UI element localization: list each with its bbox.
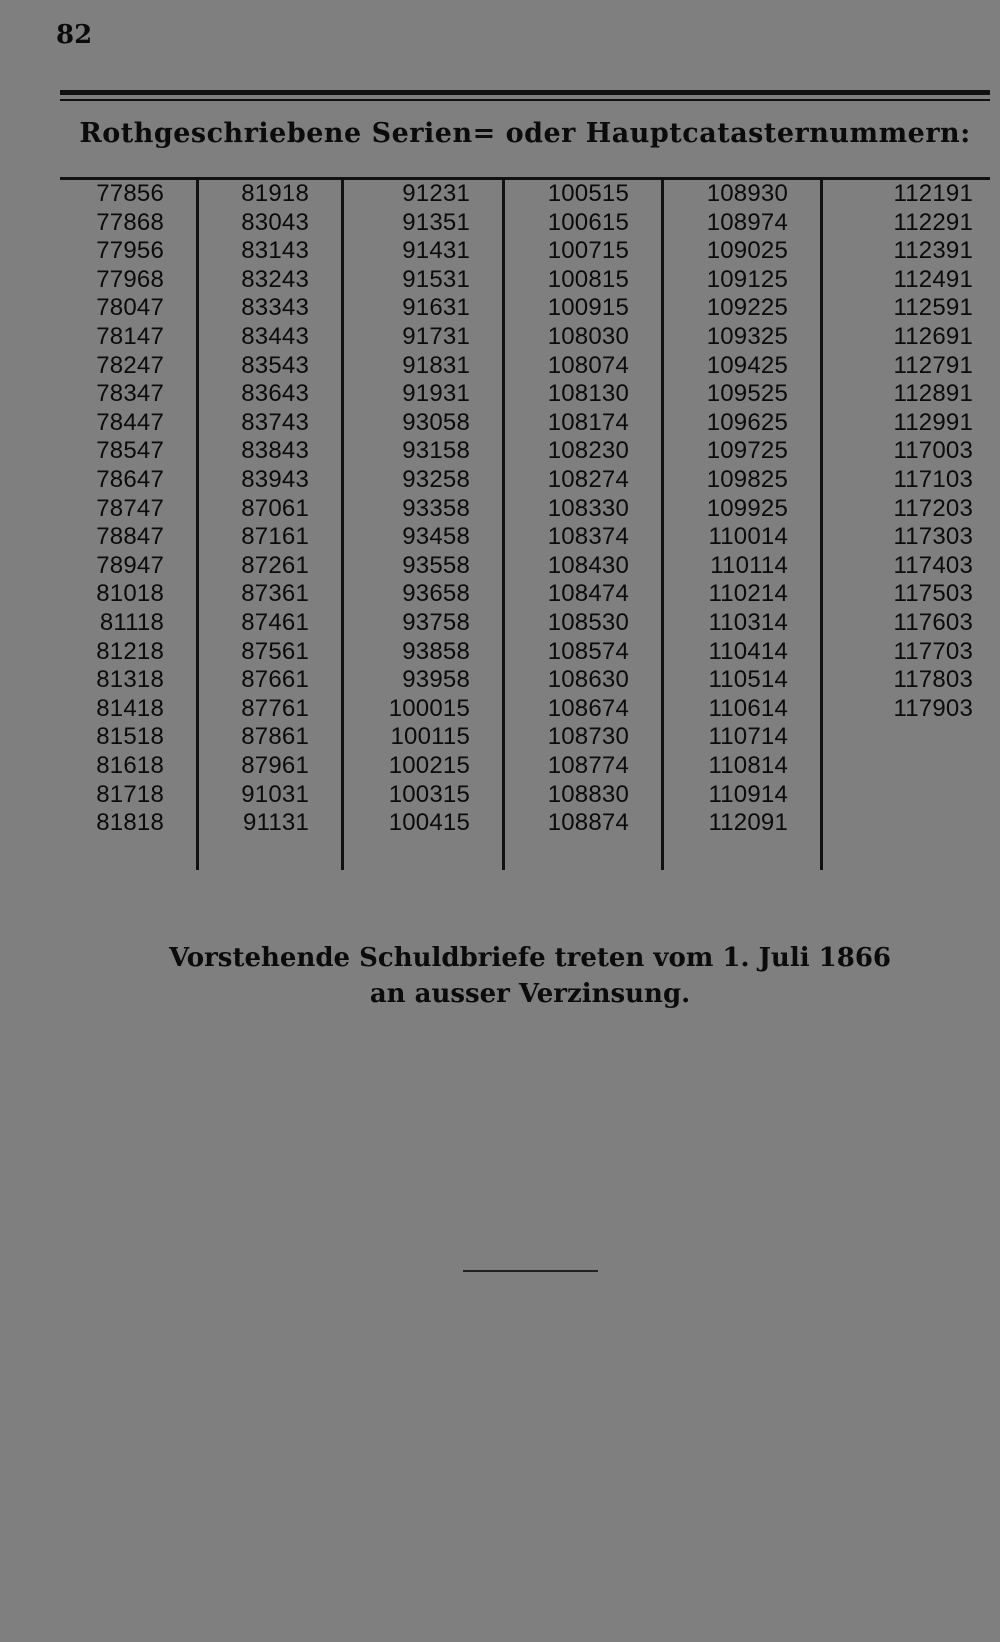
table-cell: 117403 <box>893 551 973 579</box>
table-cell: 108174 <box>547 408 629 436</box>
table-cell: 81318 <box>96 666 164 694</box>
table-cell: 83843 <box>241 437 309 465</box>
table-cell: 117803 <box>893 666 973 694</box>
table-cell: 87961 <box>241 752 309 779</box>
table-cell: 108974 <box>706 208 788 236</box>
table-cell: 91031 <box>241 780 309 808</box>
table-cell: 108430 <box>547 551 629 579</box>
table-cell: 100015 <box>388 694 470 722</box>
footer-note: Vorstehende Schuldbriefe treten vom 1. Juli 1866 an ausser Verzinsung. <box>168 943 892 1009</box>
table-cell: 117603 <box>893 609 973 636</box>
table-cell: 110714 <box>708 723 788 751</box>
table-column-3 <box>344 180 505 870</box>
table-cell: 78247 <box>96 351 164 379</box>
table-cell: 112691 <box>893 323 973 350</box>
table-cell: 108574 <box>547 637 629 665</box>
table-cell: 91131 <box>243 809 309 837</box>
table-cell: 81218 <box>96 637 164 665</box>
table-cell: 109825 <box>706 466 788 493</box>
table-cell: 77968 <box>96 265 164 293</box>
table-cell: 117103 <box>893 466 973 493</box>
table-cell: 117003 <box>893 437 973 465</box>
header-rule-thick <box>60 90 990 95</box>
table-cell: 117503 <box>893 580 973 608</box>
table-cell: 110314 <box>708 609 788 636</box>
table-cell: 108330 <box>547 494 629 522</box>
table-cell: 100815 <box>547 265 629 293</box>
table-cell: 83143 <box>241 237 309 265</box>
table-cell: 100915 <box>547 294 629 322</box>
table-cell: 100415 <box>388 809 470 837</box>
table-cell: 109125 <box>706 265 788 293</box>
table-cell: 100615 <box>547 208 629 236</box>
table-cell: 81718 <box>96 780 164 808</box>
table-column-6 <box>823 180 973 870</box>
table-cell: 81118 <box>99 609 164 636</box>
table-cell: 108630 <box>547 666 629 694</box>
table-cell: 83543 <box>241 351 309 379</box>
serial-number-table <box>60 180 990 870</box>
table-cell: 81018 <box>96 580 164 608</box>
table-cell: 81918 <box>241 180 309 207</box>
table-cell: 117703 <box>893 637 973 665</box>
table-cell: 112291 <box>893 208 973 236</box>
table-cell: 100115 <box>390 723 470 751</box>
table-cell: 91351 <box>402 208 470 236</box>
table-cell: 83943 <box>241 466 309 493</box>
table-cell: 110014 <box>708 523 788 551</box>
table-cell: 108530 <box>547 609 629 636</box>
table-cell: 108230 <box>547 437 629 465</box>
table-cell: 78547 <box>96 437 164 465</box>
table-cell: 83343 <box>241 294 309 322</box>
table-cell: 108830 <box>547 780 629 808</box>
table-cell: 83443 <box>241 323 309 350</box>
table-cell: 112191 <box>893 180 973 207</box>
table-cell: 109625 <box>706 408 788 436</box>
table-cell: 112891 <box>893 380 973 408</box>
table-heading: Rothgeschriebene Serien= oder Hauptcatasternummern: <box>79 118 971 149</box>
table-cell: 93958 <box>402 666 470 694</box>
table-cell: 112491 <box>893 265 973 293</box>
table-cell: 81818 <box>96 809 164 837</box>
table-cell: 108374 <box>547 523 629 551</box>
table-cell: 100315 <box>388 780 470 808</box>
table-cell: 108474 <box>547 580 629 608</box>
table-cell: 112391 <box>893 237 973 265</box>
table-cell: 110814 <box>708 752 788 779</box>
table-cell: 110914 <box>708 780 788 808</box>
table-column-4 <box>505 180 664 870</box>
table-cell: 117203 <box>893 494 973 522</box>
closing-rule <box>463 1270 598 1272</box>
table-cell: 83243 <box>241 265 309 293</box>
table-cell: 87661 <box>241 666 309 694</box>
table-cell: 78947 <box>96 551 164 579</box>
table-column-1 <box>60 180 199 870</box>
table-cell: 77856 <box>96 180 164 207</box>
table-cell: 83643 <box>241 380 309 408</box>
table-cell: 81518 <box>96 723 164 751</box>
table-cell: 108274 <box>547 466 629 493</box>
table-cell: 87561 <box>241 637 309 665</box>
page-number: 82 <box>56 20 93 50</box>
table-cell: 117903 <box>893 694 973 722</box>
table-cell: 108874 <box>547 809 629 837</box>
table-cell: 77868 <box>96 208 164 236</box>
table-cell: 110114 <box>710 551 788 579</box>
table-cell: 93758 <box>402 609 470 636</box>
table-cell: 83043 <box>241 208 309 236</box>
table-cell: 108730 <box>547 723 629 751</box>
table-cell: 87361 <box>241 580 309 608</box>
table-cell: 112591 <box>893 294 973 322</box>
table-column-5 <box>664 180 823 870</box>
table-cell: 93058 <box>402 408 470 436</box>
table-cell: 93658 <box>402 580 470 608</box>
table-cell: 77956 <box>96 237 164 265</box>
table-cell: 93858 <box>402 637 470 665</box>
table-cell: 91631 <box>402 294 470 322</box>
table-cell: 109025 <box>706 237 788 265</box>
table-cell: 78147 <box>96 323 164 350</box>
table-cell: 108930 <box>706 180 788 207</box>
table-cell: 110514 <box>708 666 788 694</box>
table-cell: 81418 <box>96 694 164 722</box>
header-rule-thin <box>60 99 990 101</box>
table-cell: 112091 <box>708 809 788 837</box>
table-cell: 78047 <box>96 294 164 322</box>
table-cell: 87261 <box>241 551 309 579</box>
table-column-2 <box>199 180 344 870</box>
table-cell: 87061 <box>241 494 309 522</box>
table-cell: 91731 <box>402 323 470 350</box>
table-cell: 110414 <box>708 637 788 665</box>
table-cell: 110214 <box>708 580 788 608</box>
table-cell: 100515 <box>547 180 629 207</box>
table-cell: 109925 <box>706 494 788 522</box>
table-cell: 87161 <box>241 523 309 551</box>
table-cell: 108774 <box>547 752 629 779</box>
table-cell: 78747 <box>96 494 164 522</box>
table-cell: 91431 <box>402 237 470 265</box>
table-cell: 108130 <box>547 380 629 408</box>
table-cell: 83743 <box>241 408 309 436</box>
table-cell: 91831 <box>402 351 470 379</box>
table-cell: 109325 <box>706 323 788 350</box>
table-cell: 87761 <box>241 694 309 722</box>
table-cell: 112991 <box>893 408 973 436</box>
table-cell: 100715 <box>547 237 629 265</box>
table-cell: 109725 <box>706 437 788 465</box>
table-cell: 93358 <box>402 494 470 522</box>
table-cell: 91531 <box>402 265 470 293</box>
table-cell: 78347 <box>96 380 164 408</box>
table-cell: 112791 <box>893 351 973 379</box>
table-cell: 91931 <box>402 380 470 408</box>
table-cell: 108074 <box>547 351 629 379</box>
table-cell: 93558 <box>402 551 470 579</box>
table-cell: 109525 <box>706 380 788 408</box>
table-cell: 78447 <box>96 408 164 436</box>
table-cell: 93258 <box>402 466 470 493</box>
table-cell: 81618 <box>96 752 164 779</box>
table-cell: 78647 <box>96 466 164 493</box>
table-cell: 93458 <box>402 523 470 551</box>
table-cell: 93158 <box>402 437 470 465</box>
table-cell: 110614 <box>708 694 788 722</box>
table-cell: 108674 <box>547 694 629 722</box>
table-cell: 100215 <box>388 752 470 779</box>
table-cell: 87461 <box>241 609 309 636</box>
table-cell: 117303 <box>893 523 973 551</box>
table-cell: 87861 <box>241 723 309 751</box>
table-cell: 109425 <box>706 351 788 379</box>
table-cell: 108030 <box>547 323 629 350</box>
table-cell: 109225 <box>706 294 788 322</box>
table-cell: 78847 <box>96 523 164 551</box>
table-cell: 91231 <box>402 180 470 207</box>
